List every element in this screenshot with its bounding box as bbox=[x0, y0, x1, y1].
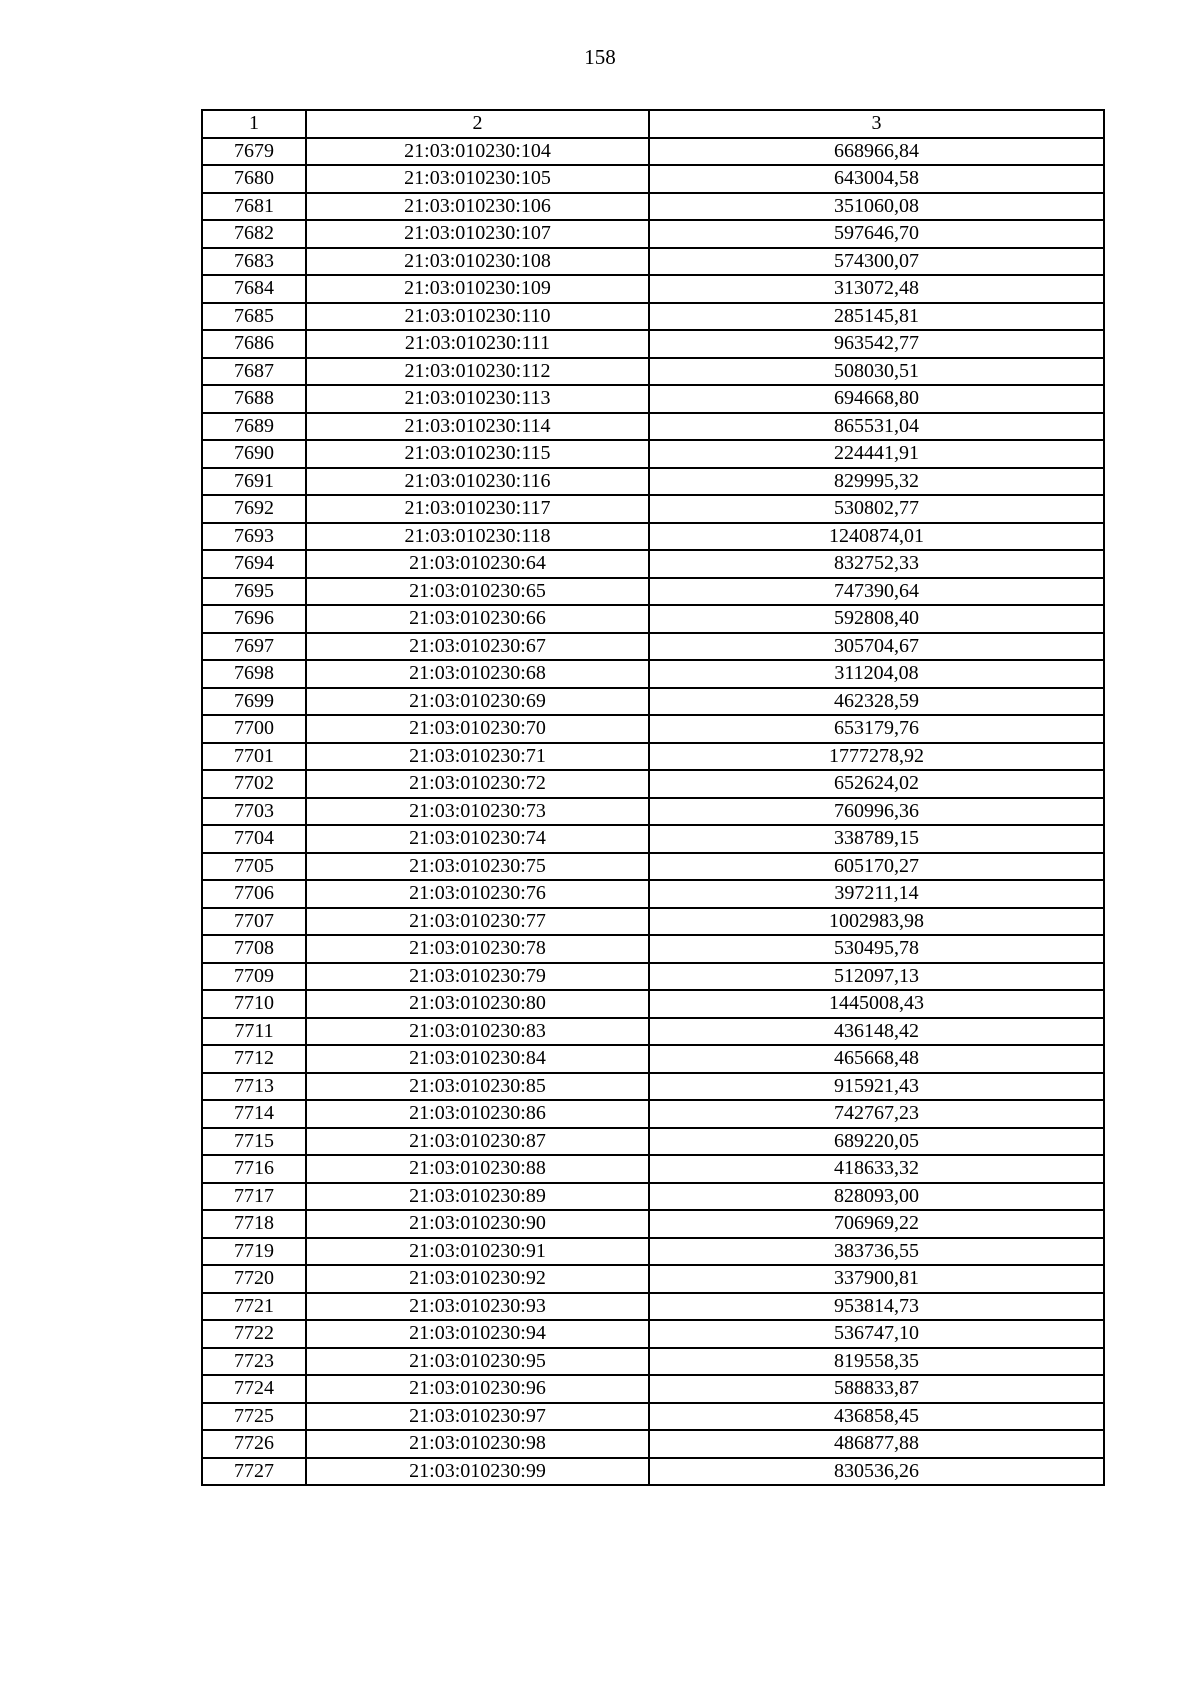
value-cell: 574300,07 bbox=[649, 248, 1104, 276]
row-number-cell: 7715 bbox=[202, 1128, 306, 1156]
cadastral-number-cell: 21:03:010230:90 bbox=[306, 1210, 649, 1238]
row-number-cell: 7713 bbox=[202, 1073, 306, 1101]
cadastral-number-cell: 21:03:010230:111 bbox=[306, 330, 649, 358]
cadastral-number-cell: 21:03:010230:87 bbox=[306, 1128, 649, 1156]
row-number-cell: 7708 bbox=[202, 935, 306, 963]
value-cell: 536747,10 bbox=[649, 1320, 1104, 1348]
cadastral-number-cell: 21:03:010230:83 bbox=[306, 1018, 649, 1046]
value-cell: 1777278,92 bbox=[649, 743, 1104, 771]
table-row bbox=[202, 248, 1104, 276]
row-number-cell: 7707 bbox=[202, 908, 306, 936]
value-cell: 337900,81 bbox=[649, 1265, 1104, 1293]
table-row bbox=[202, 935, 1104, 963]
cadastral-number-cell: 21:03:010230:93 bbox=[306, 1293, 649, 1321]
value-cell: 351060,08 bbox=[649, 193, 1104, 221]
value-cell: 311204,08 bbox=[649, 660, 1104, 688]
table-row bbox=[202, 220, 1104, 248]
table-row bbox=[202, 605, 1104, 633]
row-number-cell: 7726 bbox=[202, 1430, 306, 1458]
value-cell: 530495,78 bbox=[649, 935, 1104, 963]
table-row bbox=[202, 1293, 1104, 1321]
row-number-cell: 7721 bbox=[202, 1293, 306, 1321]
table-row bbox=[202, 1045, 1104, 1073]
value-cell: 1002983,98 bbox=[649, 908, 1104, 936]
table-row bbox=[202, 1073, 1104, 1101]
header-cell-col-2: 2 bbox=[306, 110, 649, 138]
value-cell: 706969,22 bbox=[649, 1210, 1104, 1238]
row-number-cell: 7710 bbox=[202, 990, 306, 1018]
table-row bbox=[202, 633, 1104, 661]
cadastral-number-cell: 21:03:010230:77 bbox=[306, 908, 649, 936]
value-cell: 668966,84 bbox=[649, 138, 1104, 166]
row-number-cell: 7694 bbox=[202, 550, 306, 578]
table-row bbox=[202, 165, 1104, 193]
value-cell: 530802,77 bbox=[649, 495, 1104, 523]
header-row bbox=[202, 110, 1104, 138]
table-row bbox=[202, 1018, 1104, 1046]
cadastral-number-cell: 21:03:010230:95 bbox=[306, 1348, 649, 1376]
cadastral-number-cell: 21:03:010230:118 bbox=[306, 523, 649, 551]
cadastral-number-cell: 21:03:010230:98 bbox=[306, 1430, 649, 1458]
header-cell-col-1: 1 bbox=[202, 110, 306, 138]
value-cell: 465668,48 bbox=[649, 1045, 1104, 1073]
value-cell: 508030,51 bbox=[649, 358, 1104, 386]
cadastral-number-cell: 21:03:010230:96 bbox=[306, 1375, 649, 1403]
table-row bbox=[202, 1210, 1104, 1238]
cadastral-number-cell: 21:03:010230:86 bbox=[306, 1100, 649, 1128]
value-cell: 747390,64 bbox=[649, 578, 1104, 606]
cadastral-number-cell: 21:03:010230:107 bbox=[306, 220, 649, 248]
cadastral-number-cell: 21:03:010230:80 bbox=[306, 990, 649, 1018]
table-row bbox=[202, 743, 1104, 771]
value-cell: 865531,04 bbox=[649, 413, 1104, 441]
row-number-cell: 7685 bbox=[202, 303, 306, 331]
row-number-cell: 7700 bbox=[202, 715, 306, 743]
table-row bbox=[202, 770, 1104, 798]
row-number-cell: 7699 bbox=[202, 688, 306, 716]
cadastral-number-cell: 21:03:010230:73 bbox=[306, 798, 649, 826]
value-cell: 592808,40 bbox=[649, 605, 1104, 633]
table-row bbox=[202, 138, 1104, 166]
row-number-cell: 7705 bbox=[202, 853, 306, 881]
table-row bbox=[202, 1238, 1104, 1266]
cadastral-number-cell: 21:03:010230:112 bbox=[306, 358, 649, 386]
row-number-cell: 7696 bbox=[202, 605, 306, 633]
value-cell: 760996,36 bbox=[649, 798, 1104, 826]
value-cell: 829995,32 bbox=[649, 468, 1104, 496]
table-row bbox=[202, 578, 1104, 606]
cadastral-number-cell: 21:03:010230:105 bbox=[306, 165, 649, 193]
table-row bbox=[202, 1265, 1104, 1293]
table-row bbox=[202, 440, 1104, 468]
row-number-cell: 7692 bbox=[202, 495, 306, 523]
row-number-cell: 7723 bbox=[202, 1348, 306, 1376]
table-row bbox=[202, 1430, 1104, 1458]
cadastral-number-cell: 21:03:010230:79 bbox=[306, 963, 649, 991]
value-cell: 338789,15 bbox=[649, 825, 1104, 853]
row-number-cell: 7712 bbox=[202, 1045, 306, 1073]
row-number-cell: 7693 bbox=[202, 523, 306, 551]
value-cell: 313072,48 bbox=[649, 275, 1104, 303]
row-number-cell: 7688 bbox=[202, 385, 306, 413]
value-cell: 819558,35 bbox=[649, 1348, 1104, 1376]
table-row bbox=[202, 963, 1104, 991]
cadastral-number-cell: 21:03:010230:69 bbox=[306, 688, 649, 716]
table-row bbox=[202, 1155, 1104, 1183]
table-row bbox=[202, 1403, 1104, 1431]
table-row bbox=[202, 1375, 1104, 1403]
row-number-cell: 7718 bbox=[202, 1210, 306, 1238]
row-number-cell: 7724 bbox=[202, 1375, 306, 1403]
row-number-cell: 7686 bbox=[202, 330, 306, 358]
row-number-cell: 7684 bbox=[202, 275, 306, 303]
page-number: 158 bbox=[584, 45, 616, 69]
cadastral-number-cell: 21:03:010230:76 bbox=[306, 880, 649, 908]
row-number-cell: 7697 bbox=[202, 633, 306, 661]
cadastral-number-cell: 21:03:010230:117 bbox=[306, 495, 649, 523]
value-cell: 418633,32 bbox=[649, 1155, 1104, 1183]
cadastral-number-cell: 21:03:010230:71 bbox=[306, 743, 649, 771]
cadastral-number-cell: 21:03:010230:84 bbox=[306, 1045, 649, 1073]
value-cell: 285145,81 bbox=[649, 303, 1104, 331]
cadastral-number-cell: 21:03:010230:67 bbox=[306, 633, 649, 661]
cadastral-number-cell: 21:03:010230:104 bbox=[306, 138, 649, 166]
registry-table bbox=[201, 109, 1105, 1486]
value-cell: 597646,70 bbox=[649, 220, 1104, 248]
table-row bbox=[202, 715, 1104, 743]
row-number-cell: 7679 bbox=[202, 138, 306, 166]
cadastral-number-cell: 21:03:010230:91 bbox=[306, 1238, 649, 1266]
value-cell: 305704,67 bbox=[649, 633, 1104, 661]
row-number-cell: 7691 bbox=[202, 468, 306, 496]
value-cell: 830536,26 bbox=[649, 1458, 1104, 1486]
row-number-cell: 7702 bbox=[202, 770, 306, 798]
value-cell: 462328,59 bbox=[649, 688, 1104, 716]
table-row bbox=[202, 853, 1104, 881]
cadastral-number-cell: 21:03:010230:106 bbox=[306, 193, 649, 221]
value-cell: 832752,33 bbox=[649, 550, 1104, 578]
cadastral-number-cell: 21:03:010230:108 bbox=[306, 248, 649, 276]
table-row bbox=[202, 1348, 1104, 1376]
value-cell: 397211,14 bbox=[649, 880, 1104, 908]
table-row bbox=[202, 550, 1104, 578]
table-row bbox=[202, 523, 1104, 551]
cadastral-number-cell: 21:03:010230:99 bbox=[306, 1458, 649, 1486]
table-row bbox=[202, 825, 1104, 853]
table-row bbox=[202, 660, 1104, 688]
table-row bbox=[202, 880, 1104, 908]
table-row bbox=[202, 1320, 1104, 1348]
row-number-cell: 7725 bbox=[202, 1403, 306, 1431]
row-number-cell: 7722 bbox=[202, 1320, 306, 1348]
value-cell: 643004,58 bbox=[649, 165, 1104, 193]
table-row bbox=[202, 303, 1104, 331]
header-cell-col-3: 3 bbox=[649, 110, 1104, 138]
cadastral-number-cell: 21:03:010230:110 bbox=[306, 303, 649, 331]
row-number-cell: 7682 bbox=[202, 220, 306, 248]
value-cell: 689220,05 bbox=[649, 1128, 1104, 1156]
value-cell: 963542,77 bbox=[649, 330, 1104, 358]
value-cell: 653179,76 bbox=[649, 715, 1104, 743]
table-row bbox=[202, 688, 1104, 716]
value-cell: 1445008,43 bbox=[649, 990, 1104, 1018]
value-cell: 605170,27 bbox=[649, 853, 1104, 881]
table-row bbox=[202, 413, 1104, 441]
table-row bbox=[202, 330, 1104, 358]
row-number-cell: 7716 bbox=[202, 1155, 306, 1183]
cadastral-number-cell: 21:03:010230:72 bbox=[306, 770, 649, 798]
cadastral-number-cell: 21:03:010230:114 bbox=[306, 413, 649, 441]
row-number-cell: 7727 bbox=[202, 1458, 306, 1486]
row-number-cell: 7717 bbox=[202, 1183, 306, 1211]
value-cell: 652624,02 bbox=[649, 770, 1104, 798]
row-number-cell: 7687 bbox=[202, 358, 306, 386]
value-cell: 436148,42 bbox=[649, 1018, 1104, 1046]
table-row bbox=[202, 275, 1104, 303]
table-row bbox=[202, 908, 1104, 936]
cadastral-number-cell: 21:03:010230:109 bbox=[306, 275, 649, 303]
row-number-cell: 7695 bbox=[202, 578, 306, 606]
row-number-cell: 7701 bbox=[202, 743, 306, 771]
table-row bbox=[202, 990, 1104, 1018]
table-row bbox=[202, 1128, 1104, 1156]
table-row bbox=[202, 193, 1104, 221]
row-number-cell: 7689 bbox=[202, 413, 306, 441]
table-row bbox=[202, 798, 1104, 826]
row-number-cell: 7714 bbox=[202, 1100, 306, 1128]
cadastral-number-cell: 21:03:010230:88 bbox=[306, 1155, 649, 1183]
cadastral-number-cell: 21:03:010230:113 bbox=[306, 385, 649, 413]
value-cell: 915921,43 bbox=[649, 1073, 1104, 1101]
value-cell: 694668,80 bbox=[649, 385, 1104, 413]
cadastral-number-cell: 21:03:010230:70 bbox=[306, 715, 649, 743]
row-number-cell: 7704 bbox=[202, 825, 306, 853]
table-row bbox=[202, 385, 1104, 413]
cadastral-number-cell: 21:03:010230:64 bbox=[306, 550, 649, 578]
row-number-cell: 7681 bbox=[202, 193, 306, 221]
cadastral-number-cell: 21:03:010230:66 bbox=[306, 605, 649, 633]
value-cell: 828093,00 bbox=[649, 1183, 1104, 1211]
value-cell: 436858,45 bbox=[649, 1403, 1104, 1431]
cadastral-number-cell: 21:03:010230:85 bbox=[306, 1073, 649, 1101]
cadastral-number-cell: 21:03:010230:92 bbox=[306, 1265, 649, 1293]
table-row bbox=[202, 495, 1104, 523]
value-cell: 1240874,01 bbox=[649, 523, 1104, 551]
table-row bbox=[202, 1183, 1104, 1211]
table-body bbox=[202, 138, 1104, 1486]
value-cell: 953814,73 bbox=[649, 1293, 1104, 1321]
value-cell: 742767,23 bbox=[649, 1100, 1104, 1128]
value-cell: 512097,13 bbox=[649, 963, 1104, 991]
row-number-cell: 7683 bbox=[202, 248, 306, 276]
row-number-cell: 7706 bbox=[202, 880, 306, 908]
row-number-cell: 7698 bbox=[202, 660, 306, 688]
table-row bbox=[202, 358, 1104, 386]
cadastral-number-cell: 21:03:010230:116 bbox=[306, 468, 649, 496]
row-number-cell: 7703 bbox=[202, 798, 306, 826]
row-number-cell: 7720 bbox=[202, 1265, 306, 1293]
cadastral-number-cell: 21:03:010230:115 bbox=[306, 440, 649, 468]
cadastral-number-cell: 21:03:010230:78 bbox=[306, 935, 649, 963]
cadastral-number-cell: 21:03:010230:74 bbox=[306, 825, 649, 853]
row-number-cell: 7680 bbox=[202, 165, 306, 193]
cadastral-number-cell: 21:03:010230:65 bbox=[306, 578, 649, 606]
cadastral-number-cell: 21:03:010230:97 bbox=[306, 1403, 649, 1431]
table-row bbox=[202, 468, 1104, 496]
row-number-cell: 7709 bbox=[202, 963, 306, 991]
cadastral-number-cell: 21:03:010230:75 bbox=[306, 853, 649, 881]
value-cell: 224441,91 bbox=[649, 440, 1104, 468]
table-row bbox=[202, 1100, 1104, 1128]
value-cell: 383736,55 bbox=[649, 1238, 1104, 1266]
row-number-cell: 7719 bbox=[202, 1238, 306, 1266]
cadastral-number-cell: 21:03:010230:89 bbox=[306, 1183, 649, 1211]
row-number-cell: 7690 bbox=[202, 440, 306, 468]
value-cell: 588833,87 bbox=[649, 1375, 1104, 1403]
cadastral-number-cell: 21:03:010230:68 bbox=[306, 660, 649, 688]
row-number-cell: 7711 bbox=[202, 1018, 306, 1046]
cadastral-number-cell: 21:03:010230:94 bbox=[306, 1320, 649, 1348]
value-cell: 486877,88 bbox=[649, 1430, 1104, 1458]
table-row bbox=[202, 1458, 1104, 1486]
table-header bbox=[202, 110, 1104, 138]
